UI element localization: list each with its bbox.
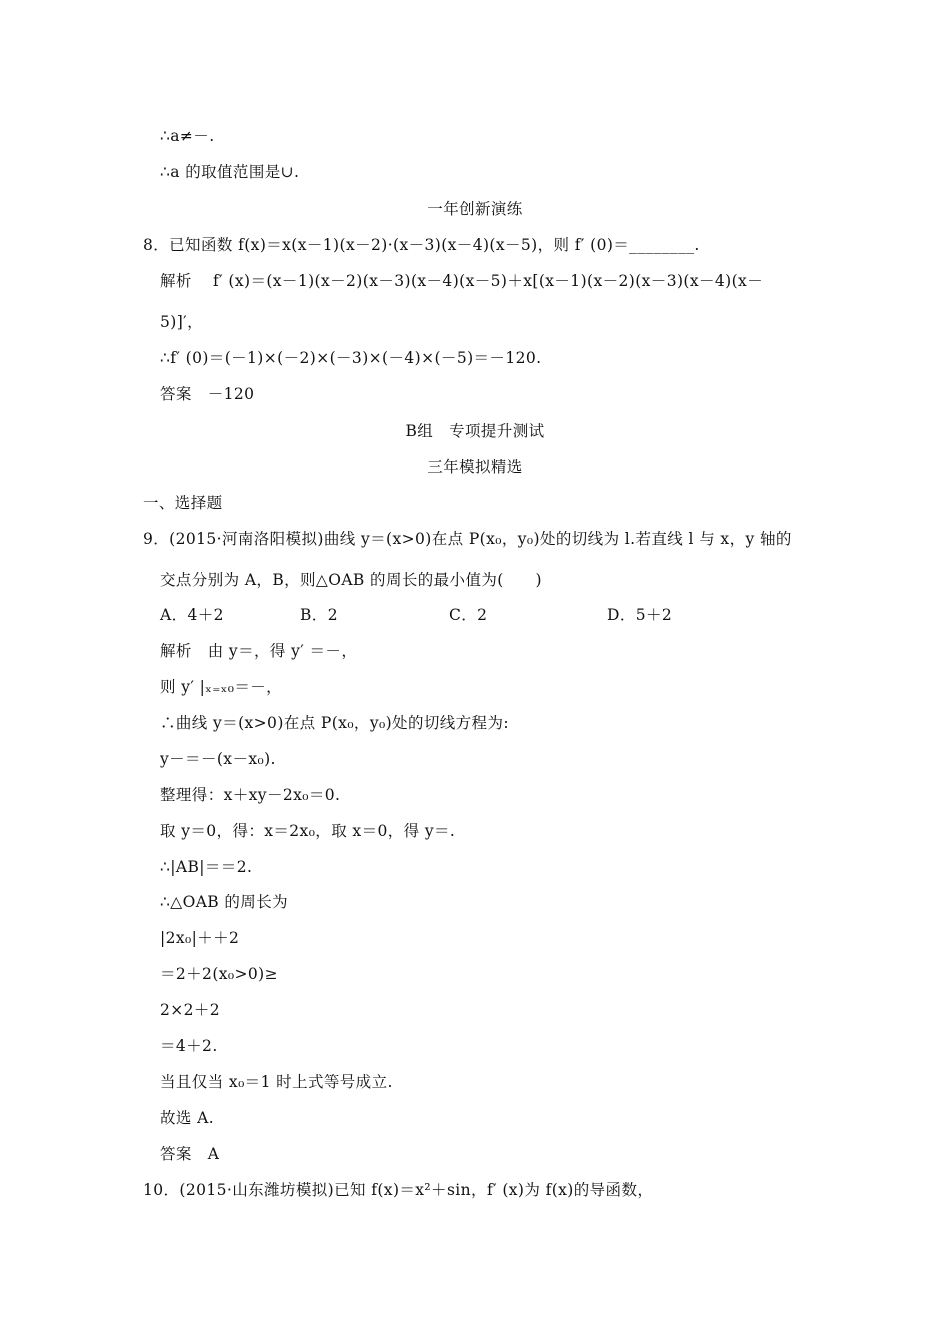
option-c: C．2: [449, 606, 488, 624]
option-d: D．5＋2: [607, 606, 673, 624]
question-10: 10．(2015·山东潍坊模拟)已知 f(x)＝x²＋sin，f′ (x)为 f(x)的导函数，: [143, 1181, 654, 1199]
answer-line: 答案 －120: [160, 385, 255, 403]
section-heading: B组 专项提升测试: [405, 422, 545, 440]
text-line: ＝4＋2.: [160, 1037, 218, 1055]
text-line: 取 y＝0，得：x＝2x₀，取 x＝0，得 y＝.: [160, 822, 456, 840]
text-line: ∴f′ (0)＝(－1)×(－2)×(－3)×(－4)×(－5)＝－120.: [160, 349, 542, 367]
option-b: B．2: [300, 606, 338, 624]
text-line: 解析 f′ (x)＝(x－1)(x－2)(x－3)(x－4)(x－5)＋x[(x－1)(x－2)(x－3)(x－4)(x－: [160, 272, 764, 290]
section-heading: 一年创新演练: [427, 200, 523, 218]
text-line: ∴a 的取值范围是∪.: [160, 163, 300, 181]
text-line: 当且仅当 x₀＝1 时上式等号成立.: [160, 1073, 393, 1091]
text-line: 则 y′ |ₓ₌ₓ₀＝－，: [160, 678, 283, 696]
subsection-heading: 一、选择题: [143, 494, 223, 512]
text-line: 2×2＋2: [160, 1001, 221, 1019]
text-line: 整理得：x＋xy－2x₀＝0.: [160, 786, 341, 804]
answer-line: 答案 A: [160, 1145, 220, 1163]
text-line: ∴曲线 y＝(x>0)在点 P(x₀，y₀)处的切线方程为:: [160, 714, 509, 732]
text-line: ∴|AB|＝＝2.: [160, 858, 253, 876]
text-line: 交点分别为 A，B，则△OAB 的周长的最小值为( ): [160, 571, 542, 589]
text-line: y－＝－(x－x₀).: [160, 750, 276, 768]
text-line: ∴a≠－.: [160, 127, 215, 145]
option-a: A．4＋2: [160, 606, 224, 624]
text-line: 5)]′，: [160, 313, 203, 331]
text-line: ∴△OAB 的周长为: [160, 893, 289, 911]
text-line: 故选 A.: [160, 1109, 215, 1127]
question-8: 8．已知函数 f(x)＝x(x－1)(x－2)·(x－3)(x－4)(x－5)，则 f′ (0)＝________.: [143, 236, 700, 254]
section-heading: 三年模拟精选: [427, 458, 523, 476]
text-line: 解析 由 y＝，得 y′ ＝－，: [160, 642, 358, 660]
text-line: ＝2＋2(x₀>0)≥: [160, 965, 279, 983]
question-9: 9．(2015·河南洛阳模拟)曲线 y＝(x>0)在点 P(x₀，y₀)处的切线为 l.若直线 l 与 x，y 轴的: [143, 530, 792, 548]
text-line: |2x₀|＋＋2: [160, 929, 240, 947]
